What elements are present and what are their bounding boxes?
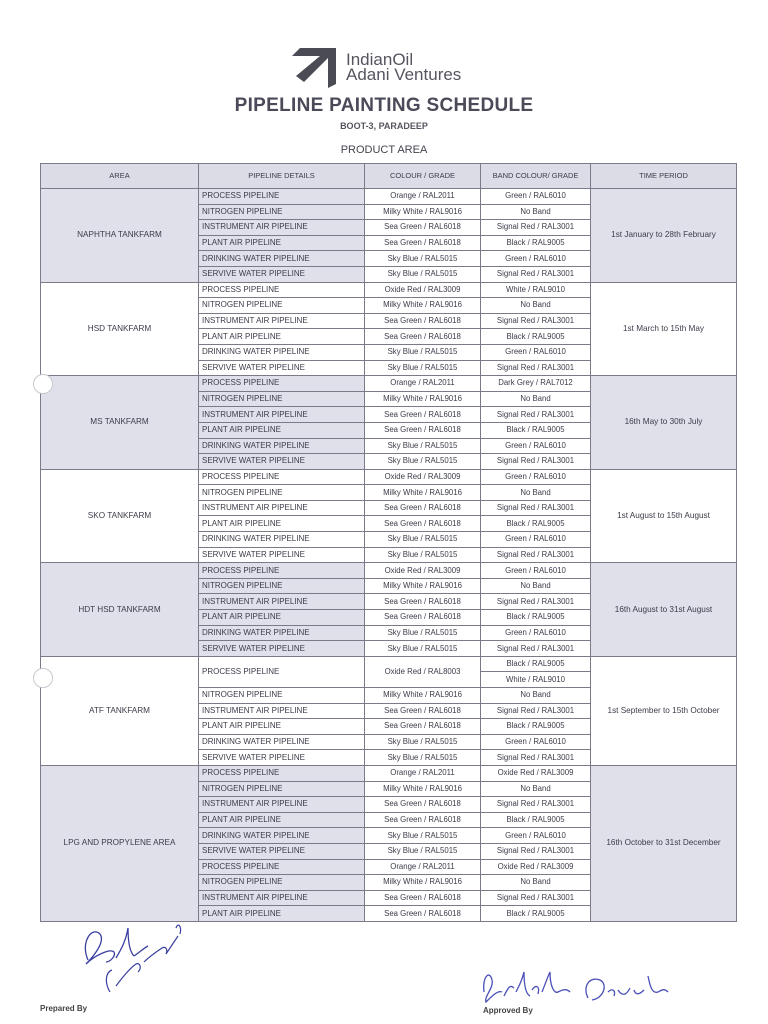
table-row [41,765,737,781]
band-colour-cell: Green / RAL6010 [481,563,591,579]
colour-grade-cell: Sea Green / RAL6018 [365,500,481,516]
band-colour-cell: White / RAL9010 [481,282,591,298]
area-cell: MS TANKFARM [41,376,199,470]
colour-grade-cell: Sky Blue / RAL5015 [365,251,481,267]
colour-grade-cell: Sea Green / RAL6018 [365,422,481,438]
pipeline-details-cell: PLANT AIR PIPELINE [199,610,365,626]
approved-by-label: Approved By [483,1006,533,1015]
band-colour-cell: Black / RAL9005 [481,422,591,438]
pipeline-details-cell: PROCESS PIPELINE [199,563,365,579]
pipeline-details-cell: DRINKING WATER PIPELINE [199,625,365,641]
header-colour-grade: COLOUR / GRADE [365,164,481,189]
time-period-cell: 16th October to 31st December [591,765,737,921]
band-colour-cell: Signal Red / RAL3001 [481,313,591,329]
band-colour-cell: Signal Red / RAL3001 [481,703,591,719]
colour-grade-cell: Sea Green / RAL6018 [365,329,481,345]
band-colour-cell: No Band [481,781,591,797]
pipeline-details-cell: SERVIVE WATER PIPELINE [199,750,365,766]
pipeline-details-cell: PLANT AIR PIPELINE [199,422,365,438]
colour-grade-cell: Sea Green / RAL6018 [365,812,481,828]
colour-grade-cell: Milky White / RAL9016 [365,485,481,501]
colour-grade-cell: Milky White / RAL9016 [365,204,481,220]
band-colour-cell: Green / RAL6010 [481,532,591,548]
pipeline-details-cell: PROCESS PIPELINE [199,189,365,205]
band-colour-cell: Green / RAL6010 [481,189,591,205]
pipeline-details-cell: PLANT AIR PIPELINE [199,812,365,828]
pipeline-details-cell: SERVIVE WATER PIPELINE [199,360,365,376]
colour-grade-cell: Sea Green / RAL6018 [365,313,481,329]
colour-grade-cell: Sky Blue / RAL5015 [365,532,481,548]
band-colour-cell: No Band [481,875,591,891]
logo-wordmark [346,52,461,82]
colour-grade-cell: Sky Blue / RAL5015 [365,641,481,657]
band-colour-cell: Signal Red / RAL3001 [481,594,591,610]
pipeline-details-cell: NITROGEN PIPELINE [199,204,365,220]
band-colour-cell: Signal Red / RAL3001 [481,266,591,282]
time-period-cell: 1st March to 15th May [591,282,737,376]
pipeline-details-cell: DRINKING WATER PIPELINE [199,828,365,844]
band-colour-cell: Signal Red / RAL3001 [481,547,591,563]
band-colour-cell: Dark Grey / RAL7012 [481,376,591,392]
band-colour-cell: Black / RAL9005 [481,235,591,251]
prepared-by-label: Prepared By [40,1004,88,1013]
band-colour-cell: Green / RAL6010 [481,251,591,267]
logo-arrow-icon [292,48,336,88]
pipeline-details-cell: PROCESS PIPELINE [199,469,365,485]
pipeline-details-cell: DRINKING WATER PIPELINE [199,344,365,360]
pipeline-details-cell: DRINKING WATER PIPELINE [199,734,365,750]
colour-grade-cell: Sky Blue / RAL5015 [365,438,481,454]
pipeline-details-cell: INSTRUMENT AIR PIPELINE [199,407,365,423]
colour-grade-cell: Sky Blue / RAL5015 [365,828,481,844]
colour-grade-cell: Sea Green / RAL6018 [365,516,481,532]
colour-grade-cell: Sea Green / RAL6018 [365,407,481,423]
pipeline-details-cell: PROCESS PIPELINE [199,282,365,298]
pipeline-details-cell: NITROGEN PIPELINE [199,875,365,891]
pipeline-details-cell: NITROGEN PIPELINE [199,781,365,797]
pipeline-details-cell: NITROGEN PIPELINE [199,298,365,314]
company-logo [292,46,492,92]
band-colour-cell: No Band [481,578,591,594]
colour-grade-cell: Sea Green / RAL6018 [365,906,481,922]
colour-grade-cell: Oxide Red / RAL3009 [365,469,481,485]
pipeline-details-cell: DRINKING WATER PIPELINE [199,532,365,548]
band-colour-cell: Green / RAL6010 [481,625,591,641]
pipeline-details-cell: PROCESS PIPELINE [199,765,365,781]
table-row [41,282,737,298]
band-colour-cell: Signal Red / RAL3001 [481,890,591,906]
pipeline-details-cell: PLANT AIR PIPELINE [199,329,365,345]
area-cell: LPG AND PROPYLENE AREA [41,765,199,921]
pipeline-details-cell: INSTRUMENT AIR PIPELINE [199,594,365,610]
pipeline-details-cell: INSTRUMENT AIR PIPELINE [199,313,365,329]
pipeline-details-cell: PLANT AIR PIPELINE [199,719,365,735]
colour-grade-cell: Sea Green / RAL6018 [365,797,481,813]
band-colour-cell: No Band [481,688,591,704]
band-colour-cell: Green / RAL6010 [481,438,591,454]
pipeline-details-cell: INSTRUMENT AIR PIPELINE [199,500,365,516]
pipeline-details-cell: NITROGEN PIPELINE [199,688,365,704]
band-colour-cell: Black / RAL9005 [481,516,591,532]
colour-grade-cell: Oxide Red / RAL3009 [365,563,481,579]
colour-grade-cell: Milky White / RAL9016 [365,781,481,797]
pipeline-details-cell: DRINKING WATER PIPELINE [199,251,365,267]
pipeline-details-cell: NITROGEN PIPELINE [199,578,365,594]
colour-grade-cell: Sea Green / RAL6018 [365,719,481,735]
table-row [41,563,737,579]
band-colour-cell: Signal Red / RAL3001 [481,750,591,766]
band-colour-cell: No Band [481,204,591,220]
pipeline-details-cell: PLANT AIR PIPELINE [199,235,365,251]
band-colour-cell: Signal Red / RAL3001 [481,843,591,859]
time-period-cell: 1st January to 28th February [591,189,737,283]
punch-hole [33,668,53,688]
band-colour-cell: Black / RAL9005 [481,656,591,672]
table-header-row [41,164,737,189]
table-row [41,189,737,205]
colour-grade-cell: Milky White / RAL9016 [365,578,481,594]
colour-grade-cell: Sky Blue / RAL5015 [365,454,481,470]
band-colour-cell: Oxide Red / RAL3009 [481,765,591,781]
colour-grade-cell: Milky White / RAL9016 [365,875,481,891]
colour-grade-cell: Sky Blue / RAL5015 [365,843,481,859]
colour-grade-cell: Sky Blue / RAL5015 [365,266,481,282]
band-colour-cell: Signal Red / RAL3001 [481,641,591,657]
pipeline-details-cell: PROCESS PIPELINE [199,656,365,687]
pipeline-details-cell: INSTRUMENT AIR PIPELINE [199,220,365,236]
pipeline-details-cell: NITROGEN PIPELINE [199,485,365,501]
band-colour-cell: Green / RAL6010 [481,344,591,360]
band-colour-cell: Black / RAL9005 [481,610,591,626]
table-row [41,656,737,672]
colour-grade-cell: Orange / RAL2011 [365,376,481,392]
pipeline-details-cell: PROCESS PIPELINE [199,859,365,875]
band-colour-cell: Signal Red / RAL3001 [481,360,591,376]
logo-name-line1: IndianOil [346,50,414,69]
band-colour-cell: No Band [481,485,591,501]
painting-schedule-table [40,163,737,922]
header-band-colour-grade: BAND COLOUR/ GRADE [481,164,591,189]
area-cell: HDT HSD TANKFARM [41,563,199,657]
document-title: PIPELINE PAINTING SCHEDULE [234,95,534,116]
approved-by-signature [478,962,678,1010]
pipeline-details-cell: PLANT AIR PIPELINE [199,516,365,532]
pipeline-details-cell: INSTRUMENT AIR PIPELINE [199,797,365,813]
band-colour-cell: Black / RAL9005 [481,812,591,828]
area-cell: ATF TANKFARM [41,656,199,765]
colour-grade-cell: Milky White / RAL9016 [365,688,481,704]
colour-grade-cell: Sky Blue / RAL5015 [365,625,481,641]
time-period-cell: 16th May to 30th July [591,376,737,470]
colour-grade-cell: Sea Green / RAL6018 [365,703,481,719]
colour-grade-cell: Milky White / RAL9016 [365,391,481,407]
colour-grade-cell: Sea Green / RAL6018 [365,890,481,906]
colour-grade-cell: Oxide Red / RAL8003 [365,656,481,687]
pipeline-details-cell: SERVIVE WATER PIPELINE [199,454,365,470]
section-heading: PRODUCT AREA [340,144,428,156]
time-period-cell: 1st August to 15th August [591,469,737,563]
prepared-by-signature [70,912,200,1002]
colour-grade-cell: Sea Green / RAL6018 [365,594,481,610]
colour-grade-cell: Oxide Red / RAL3009 [365,282,481,298]
table-row [41,469,737,485]
band-colour-cell: Green / RAL6010 [481,469,591,485]
logo-name-line2: Adani Ventures [346,65,462,84]
band-colour-cell: Signal Red / RAL3001 [481,797,591,813]
area-cell: NAPHTHA TANKFARM [41,189,199,283]
area-cell: HSD TANKFARM [41,282,199,376]
colour-grade-cell: Sky Blue / RAL5015 [365,344,481,360]
pipeline-details-cell: INSTRUMENT AIR PIPELINE [199,890,365,906]
header-pipeline-details: PIPELINE DETAILS [199,164,365,189]
colour-grade-cell: Sky Blue / RAL5015 [365,547,481,563]
pipeline-details-cell: SERVIVE WATER PIPELINE [199,843,365,859]
colour-grade-cell: Sky Blue / RAL5015 [365,734,481,750]
pipeline-details-cell: NITROGEN PIPELINE [199,391,365,407]
pipeline-details-cell: PLANT AIR PIPELINE [199,906,365,922]
colour-grade-cell: Orange / RAL2011 [365,765,481,781]
area-cell: SKO TANKFARM [41,469,199,563]
pipeline-details-cell: SERVIVE WATER PIPELINE [199,641,365,657]
pipeline-details-cell: SERVIVE WATER PIPELINE [199,266,365,282]
colour-grade-cell: Milky White / RAL9016 [365,298,481,314]
pipeline-details-cell: DRINKING WATER PIPELINE [199,438,365,454]
band-colour-cell: Green / RAL6010 [481,828,591,844]
band-colour-cell: No Band [481,298,591,314]
colour-grade-cell: Sea Green / RAL6018 [365,610,481,626]
document-header [0,0,768,160]
table-row [41,376,737,392]
band-colour-cell: No Band [481,391,591,407]
table-body [41,189,737,922]
colour-grade-cell: Sea Green / RAL6018 [365,220,481,236]
band-colour-cell: Signal Red / RAL3001 [481,454,591,470]
colour-grade-cell: Orange / RAL2011 [365,189,481,205]
band-colour-cell: Signal Red / RAL3001 [481,220,591,236]
colour-grade-cell: Sea Green / RAL6018 [365,235,481,251]
band-colour-cell: Black / RAL9005 [481,906,591,922]
pipeline-details-cell: PROCESS PIPELINE [199,376,365,392]
band-colour-cell: White / RAL9010 [481,672,591,688]
band-colour-cell: Green / RAL6010 [481,734,591,750]
time-period-cell: 1st September to 15th October [591,656,737,765]
pipeline-details-cell: SERVIVE WATER PIPELINE [199,547,365,563]
pipeline-details-cell: INSTRUMENT AIR PIPELINE [199,703,365,719]
band-colour-cell: Black / RAL9005 [481,329,591,345]
header-time-period: TIME PERIOD [591,164,737,189]
colour-grade-cell: Orange / RAL2011 [365,859,481,875]
band-colour-cell: Signal Red / RAL3001 [481,407,591,423]
time-period-cell: 16th August to 31st August [591,563,737,657]
header-area: AREA [41,164,199,189]
band-colour-cell: Oxide Red / RAL3009 [481,859,591,875]
band-colour-cell: Black / RAL9005 [481,719,591,735]
colour-grade-cell: Sky Blue / RAL5015 [365,750,481,766]
colour-grade-cell: Sky Blue / RAL5015 [365,360,481,376]
band-colour-cell: Signal Red / RAL3001 [481,500,591,516]
document-subtitle: BOOT-3, PARADEEP [340,121,428,131]
punch-hole [33,374,53,394]
